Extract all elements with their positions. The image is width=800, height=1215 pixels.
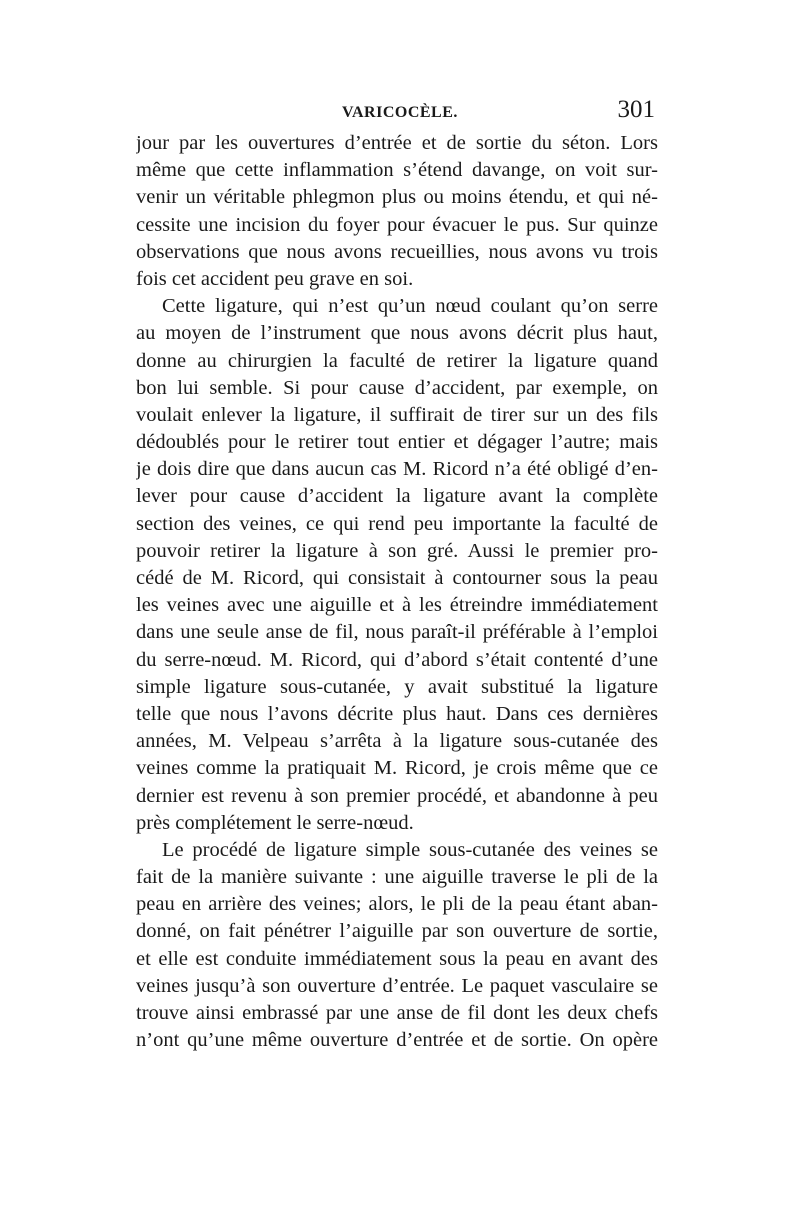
page-number: 301 (617, 96, 655, 123)
text-line: même que cette inflammation s’étend davange, on voit sur- (136, 159, 658, 182)
running-head (135, 96, 655, 130)
text-line: au moyen de l’instrument que nous avons décrit plus haut, (136, 322, 658, 345)
text-line: pouvoir retirer la ligature à son gré. Aussi le premier pro- (136, 539, 658, 562)
text-line: jour par les ouvertures d’entrée et de sortie du séton. Lors (136, 132, 658, 154)
text-line: veines jusqu’à son ouverture d’entrée. Le paquet vasculaire se (136, 974, 658, 997)
text-line: observations que nous avons recueillies, nous avons vu trois (136, 240, 658, 263)
text-line: les veines avec une aiguille et à les étreindre immédiatement (136, 594, 658, 617)
text-line: Cette ligature, qui n’est qu’un nœud coulant qu’on serre (162, 295, 658, 318)
text-line: et elle est conduite immédiatement sous la peau en avant des (136, 947, 658, 970)
text-line: peau en arrière des veines; alors, le pli de la peau étant aban- (136, 893, 658, 916)
running-title: VARICOCÈLE. (342, 104, 458, 121)
text-line: fois cet accident peu grave en soi. (136, 267, 414, 290)
text-line: lever pour cause d’accident la ligature avant la complète (136, 485, 658, 508)
text-line: voulait enlever la ligature, il suffirait de tirer sur un des fils (136, 403, 658, 426)
body-text (136, 130, 658, 1054)
text-line: près complétement le serre-nœud. (136, 811, 414, 834)
text-line: dans une seule anse de fil, nous paraît-il préférable à l’emploi (136, 621, 658, 644)
text-line: cessite une incision du foyer pour évacuer le pus. Sur quinze (136, 213, 658, 236)
text-line: donne au chirurgien la faculté de retirer la ligature quand (136, 349, 658, 372)
text-line: je dois dire que dans aucun cas M. Ricord n’a été obligé d’en- (136, 458, 658, 481)
text-line: telle que nous l’avons décrite plus haut. Dans ces dernières (136, 702, 658, 725)
text-line: années, M. Velpeau s’arrêta à la ligature sous-cutanée des (136, 730, 658, 753)
text-line: dernier est revenu à son premier procédé, et abandonne à peu (136, 784, 658, 807)
text-line: simple ligature sous-cutanée, y avait substitué la ligature (136, 675, 658, 698)
text-line: du serre-nœud. M. Ricord, qui d’abord s’était contenté d’une (136, 648, 658, 671)
text-line: venir un véritable phlegmon plus ou moins étendu, et qui né- (136, 186, 658, 209)
text-line: donné, on fait pénétrer l’aiguille par son ouverture de sortie, (136, 920, 658, 943)
text-line: bon lui semble. Si pour cause d’accident, par exemple, on (136, 376, 658, 399)
text-line: trouve ainsi embrassé par une anse de fil dont les deux chefs (136, 1002, 658, 1024)
text-line: section des veines, ce qui rend peu importante la faculté de (136, 512, 658, 535)
text-line: dédoublés pour le retirer tout entier et dégager l’autre; mais (136, 431, 658, 454)
text-line: veines comme la pratiquait M. Ricord, je crois même que ce (136, 757, 658, 780)
text-line: n’ont qu’une même ouverture d’entrée et de sortie. On opère (136, 1029, 658, 1052)
text-line: Le procédé de ligature simple sous-cutanée des veines se (162, 838, 658, 861)
text-line: cédé de M. Ricord, qui consistait à contourner sous la peau (136, 567, 658, 589)
text-line: fait de la manière suivante : une aiguille traverse le pli de la (136, 866, 658, 889)
